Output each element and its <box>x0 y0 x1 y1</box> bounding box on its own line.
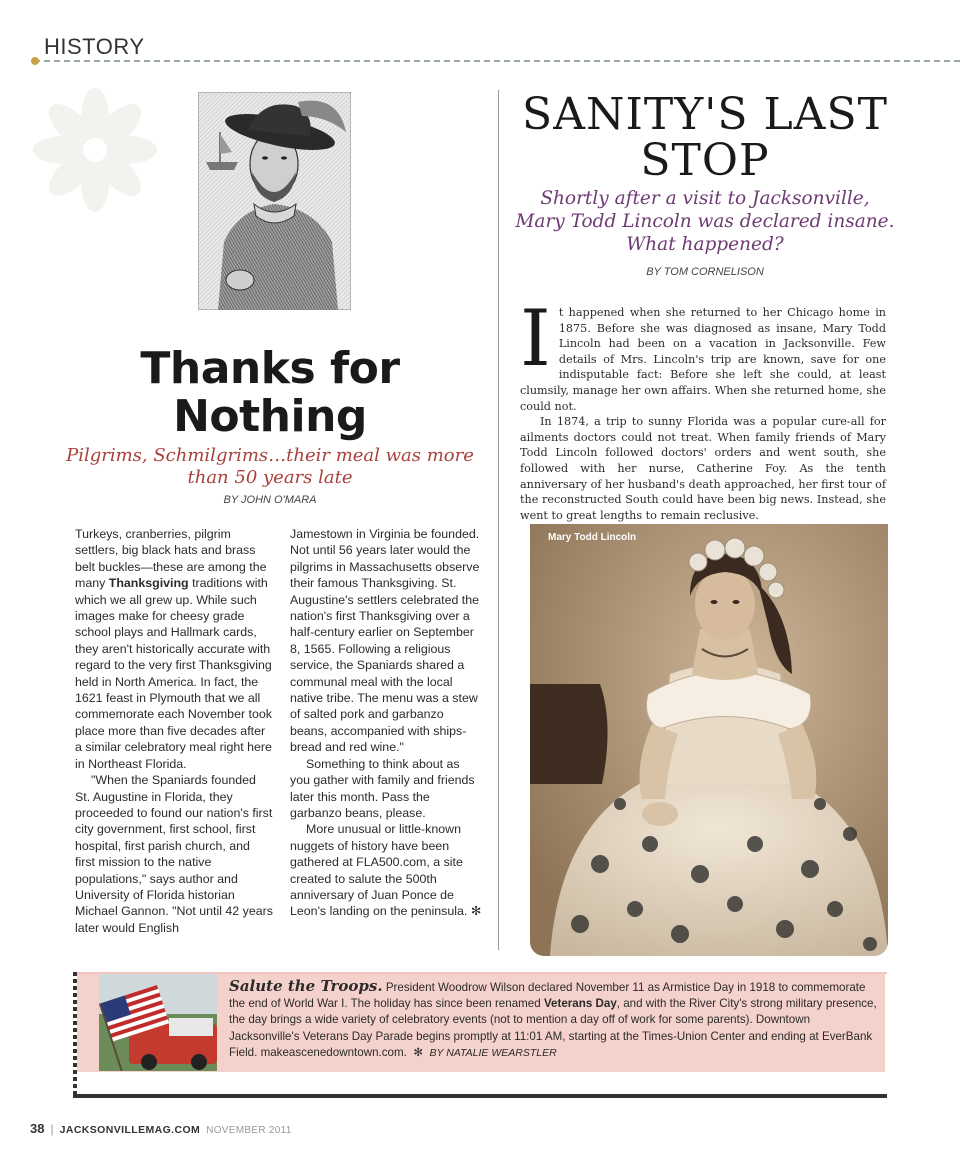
sidebar-left-rule <box>73 972 77 1098</box>
sidebar-body: , and with the River City's strong military presence, the day brings a wide variety of celebratory events (not to mention a day off of work for some parents). Downtown Jacksonville's Veterans Day Parade begins promptly at 11:01 AM, starting at the Times-Union Center and ending at EverBank Field. makeascenedowntown.com. <box>229 997 877 1059</box>
american-flag-photo <box>99 974 217 1071</box>
left-story-column-2 <box>290 526 482 920</box>
paragraph: In 1874, a trip to sunny Florida was a popular cure-all for ailments doctors could not treat. When family friends of Mary Todd Lincoln followed doctors' orders and went south, she followed with her nurse, Catherine Foy. As the tenth anniversary of her husband's death approached, her first tour of the reconstructed South could have been big news. Instead, she went to great lengths to remain reclusive. <box>520 415 886 522</box>
paragraph-text: More unusual or little-known nuggets of history have been gathered at FLA500.com, a site created to salute the 500th anniversary of Juan Ponce de Leon's landing on the peninsula. <box>290 822 468 919</box>
header-dot <box>31 57 39 65</box>
decorative-flower-graphic <box>30 85 160 215</box>
footer-date: NOVEMBER 2011 <box>206 1125 292 1136</box>
explorer-portrait-image <box>198 92 351 310</box>
left-byline: BY JOHN O'MARA <box>223 494 317 506</box>
page-number: 38 <box>30 1121 45 1136</box>
mary-todd-lincoln-photo <box>530 524 888 956</box>
paragraph <box>75 526 273 772</box>
column-divider <box>498 90 499 950</box>
footer-separator: | <box>50 1122 54 1136</box>
end-mark-icon: ✻ <box>413 1045 424 1059</box>
paragraph <box>290 821 482 919</box>
right-story-body <box>520 294 886 523</box>
sidebar-title: Salute the Troops. <box>229 977 383 995</box>
paragraph-text: Turkeys, cranberries, pilgrim settlers, big black hats and brass belt buckles—these are among the many <box>75 527 267 591</box>
sidebar-body: President Woodrow Wilson declared November 11 as Armistice Day in 1918 to commemorate the end of World War I. The holiday has since been renamed <box>229 981 866 1011</box>
paragraph-text: t happened when she returned to her Chicago home in 1875. Before she was diagnosed as insane, Mary Todd Lincoln had been on a vacation in Jacksonville. Few details of Mrs. Lincoln's trip are known, save for one indisputable fact: Before she left she could, at least clumsily, manage her own affairs. When she returned home, she could not. <box>520 306 886 413</box>
paragraph <box>520 294 886 414</box>
paragraph: Jamestown in Virginia be founded. Not until 56 years later would the pilgrims in Massachusetts observe their famous Thanksgiving. St. Augustine's settlers celebrated the nation's first Thanksgiving over a half-century earlier on September 8, 1565. Following a religious service, the Spaniards shared a communal meal with the local native tribe. The menu was a stew of salted pork and garbanzo beans, accompanied with ships-bread and red wine." <box>290 527 480 755</box>
page-footer <box>30 1121 292 1136</box>
left-headline: Thanks for Nothing <box>140 343 400 442</box>
section-label: HISTORY <box>44 34 145 59</box>
right-deck: Shortly after a visit to Jacksonville, Mary Todd Lincoln was declared insane. What happened? <box>515 188 895 255</box>
sidebar-byline: BY NATALIE WEARSTLER <box>429 1046 557 1059</box>
header-divider <box>34 60 960 62</box>
right-headline: SANITY'S LAST STOP <box>522 89 888 186</box>
left-deck: Pilgrims, Schmilgrims…their meal was more than 50 years late <box>66 445 474 488</box>
left-story-column-1 <box>75 526 273 936</box>
bold-term: Veterans Day <box>543 997 617 1011</box>
bold-term: Thanksgiving <box>108 576 189 591</box>
paragraph-text: traditions with which we all grew up. While such images make for cheesy grade school plays and Hallmark cards, they aren't historically accurate with regard to the very first Thanksgiving held in North America. In fact, the 1621 feast in Plymouth that we all commemorate each November took place more than five decades after a similar celebratory meal right here in Northeast Florida. <box>75 576 272 771</box>
right-byline: BY TOM CORNELISON <box>646 266 764 278</box>
photo-caption: Mary Todd Lincoln <box>548 532 637 543</box>
footer-site: JACKSONVILLEMAG.COM <box>59 1124 201 1136</box>
paragraph: Something to think about as you gather with family and friends later this month. Pass the garbanzo beans, please. <box>290 756 475 820</box>
drop-cap: I <box>520 294 551 384</box>
paragraph: "When the Spaniards founded St. Augustine in Florida, they proceeded to found our nation's first city government, first school, first hospital, first parish church, and first mission to the native populations," says author and University of Florida historian Michael Gannon. "Not until 42 years later would English <box>75 773 273 935</box>
sidebar-text <box>229 978 877 1061</box>
end-mark-icon: ✻ <box>470 904 482 919</box>
